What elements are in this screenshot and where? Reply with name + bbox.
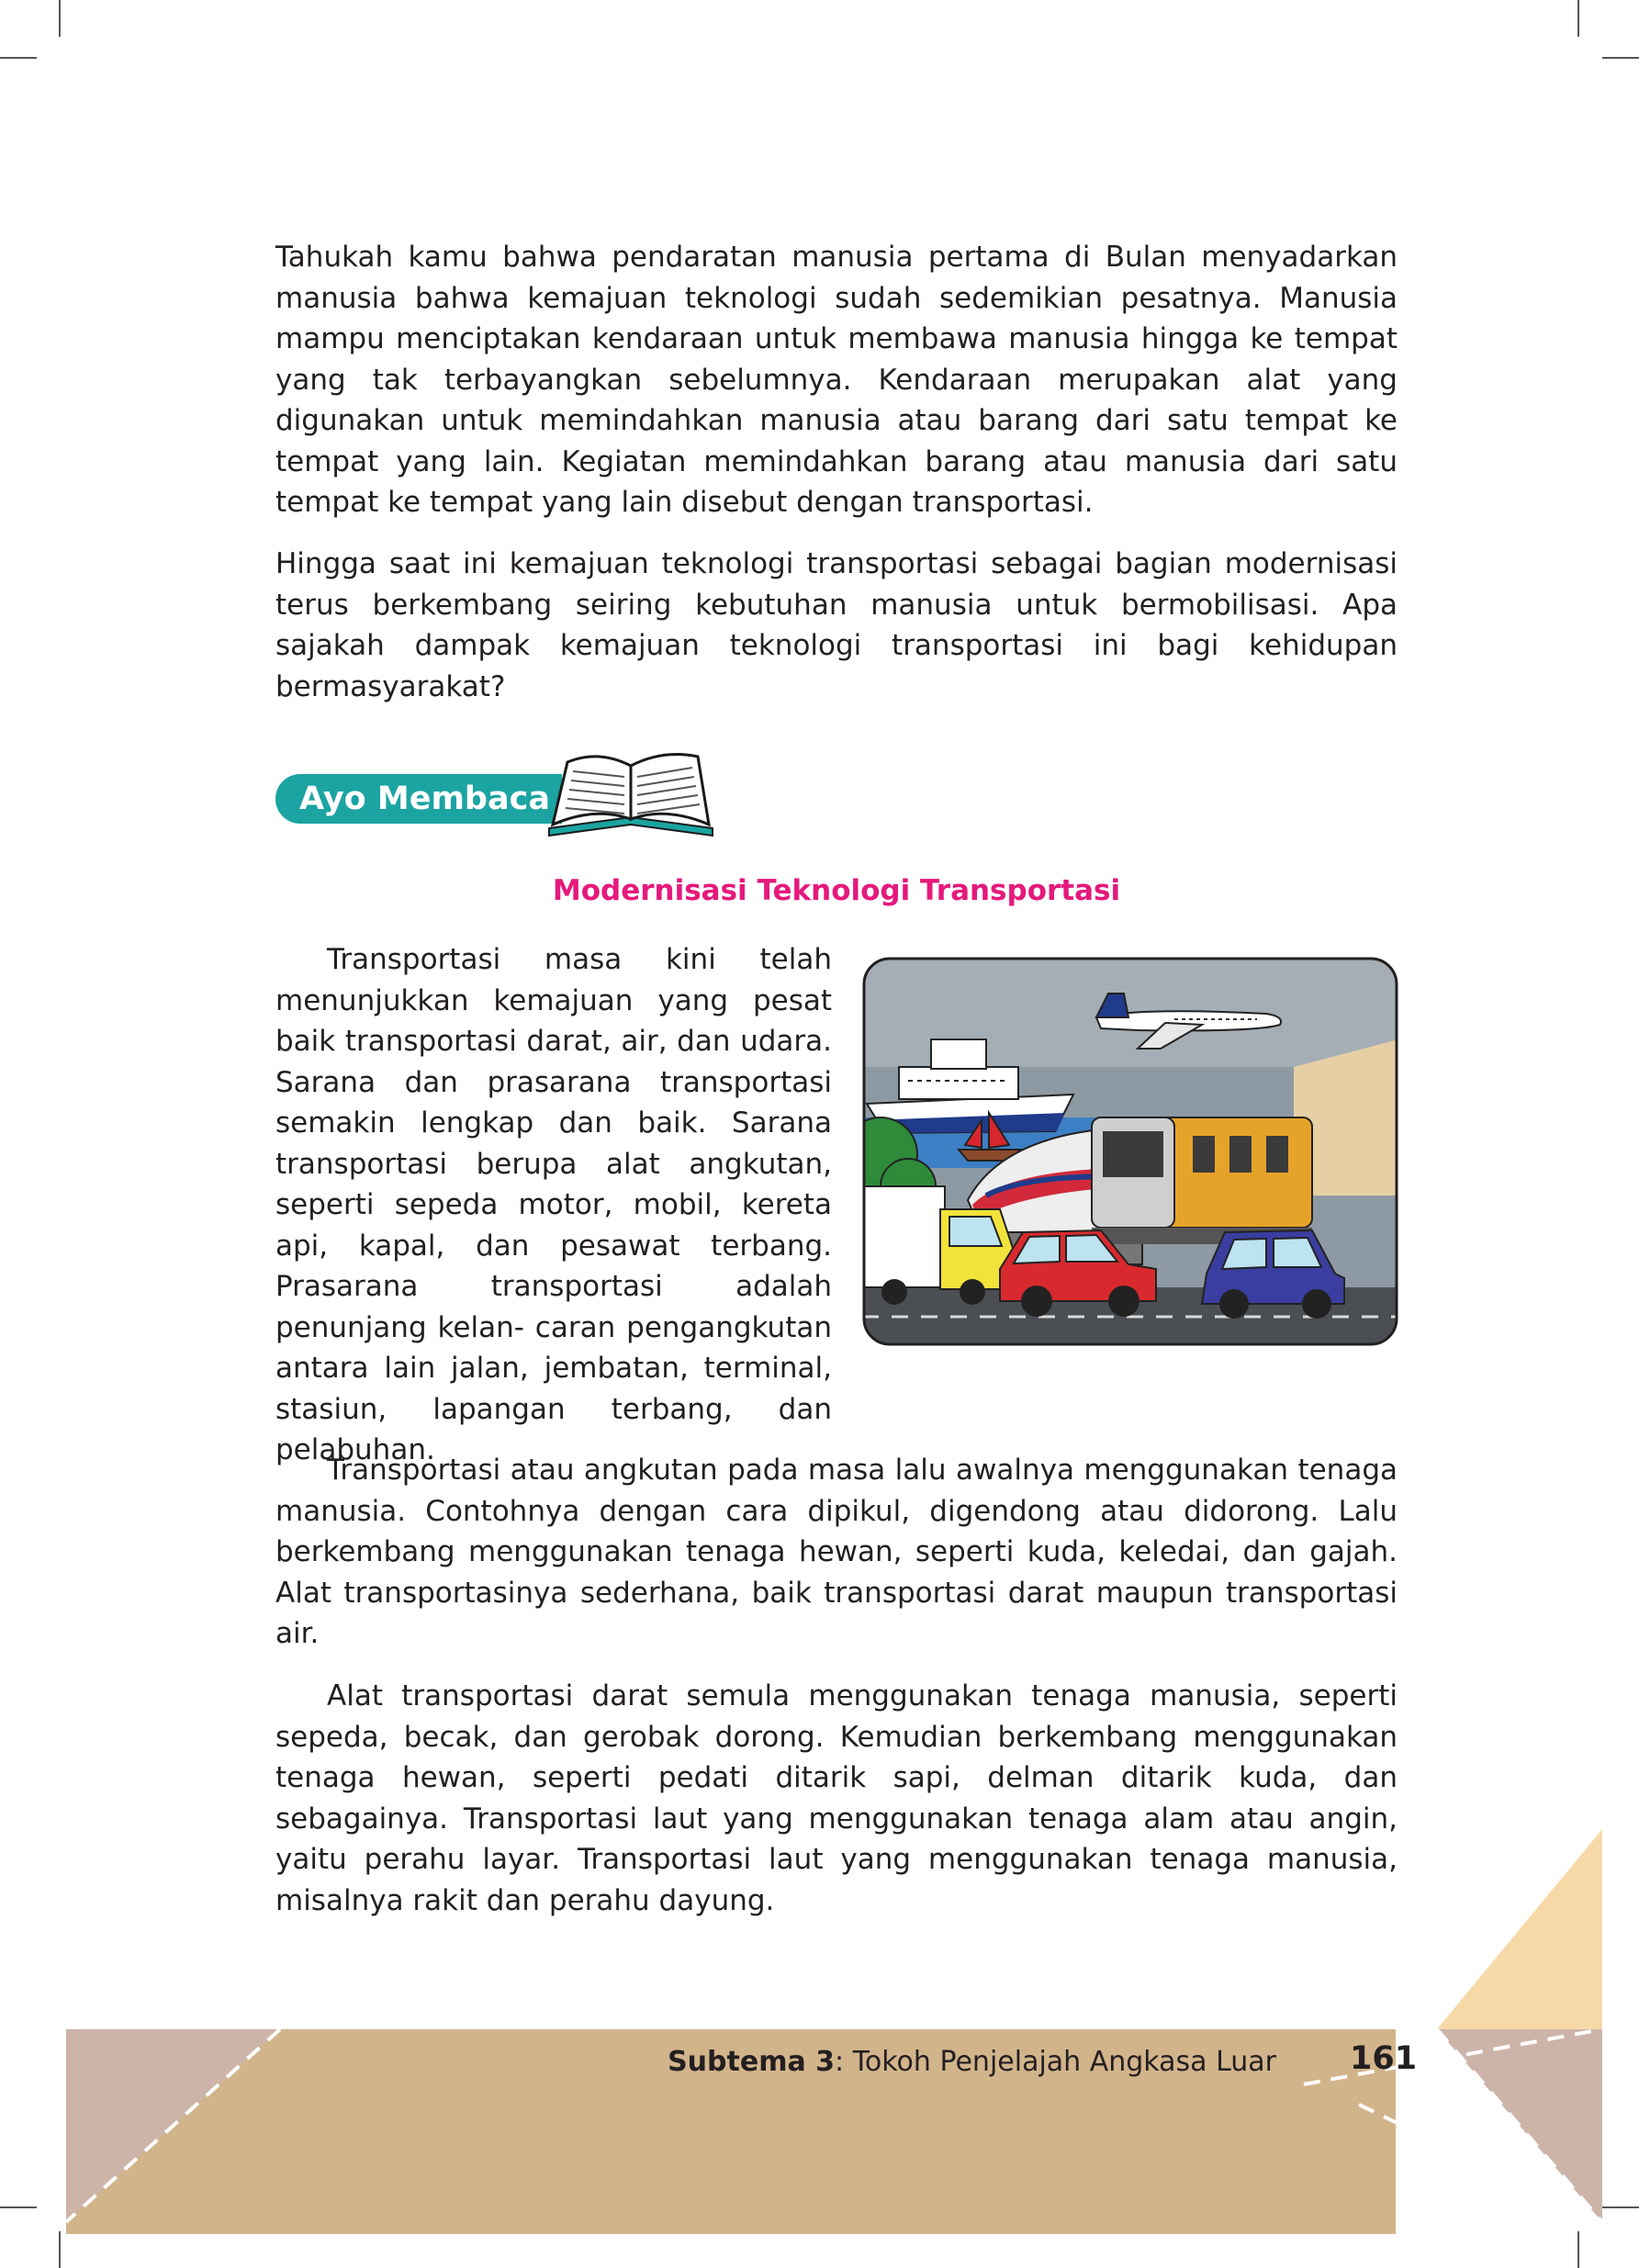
reading-paragraph-2: Transportasi atau angkutan pada masa lalu awalnya menggunakan tenaga manusia. Contohnya dengan cara dipikul, digendong atau didorong. Lalu berkembang menggunakan tenaga hewan, seperti kuda, keledai, dan gajah. Alat transportasinya sederhana, baik transportasi darat maupun transportasi air. xyxy=(275,1454,1398,1650)
intro-paragraph-1: Tahukah kamu bahwa pendaratan manusia pertama di Bulan menyadarkan manusia bahwa kemajuan teknologi sudah sedemikian pesatnya. Manusia mampu menciptakan kendaraan untuk membawa manusia hingga ke tempat yang tak terbayangkan sebelumnya. Kendaraan merupakan alat yang digunakan untuk memindahkan manusia atau barang dari satu tempat ke tempat yang lain. Kegiatan memindahkan barang atau manusia dari satu tempat ke tempat yang lain disebut dengan transportasi. xyxy=(275,241,1398,519)
page-number: 161 xyxy=(1350,2040,1418,2077)
intro-paragraph-2: Hingga saat ini kemajuan teknologi transportasi sebagai bagian modernisasi terus berkembang seiring kebutuhan manusia untuk bermobilisasi. Apa sajakah dampak kemajuan teknologi transportasi ini bagi kehidupan bermasyarakat? xyxy=(275,547,1398,703)
footer-subtema-label: Subtema 3 xyxy=(668,2046,836,2078)
reading-paragraph-3: Alat transportasi darat semula menggunakan tenaga manusia, seperti sepeda, becak, dan gerobak dorong. Kemudian berkembang menggunakan tenaga hewan, seperti pedati ditarik sapi, delman ditarik kuda, dan sebagainya. Transportasi laut yang menggunakan tenaga alam atau angin, yaitu perahu layar. Transportasi laut yang menggunakan tenaga manusia, misalnya rakit dan perahu dayung. xyxy=(275,1679,1398,1917)
ayo-membaca-badge: Ayo Membaca xyxy=(275,774,562,824)
section-title: Modernisasi Teknologi Transportasi xyxy=(552,874,1121,907)
footer-subtema xyxy=(668,2046,1276,2078)
reading-paragraph-1: Transportasi masa kini telah menunjukkan kemajuan yang pesat baik transportasi darat, air, dan udara. Sarana dan prasarana transportasi semakin lengkap dan baik. Sarana transportasi berupa alat angkutan, seperti sepeda motor, mobil, kereta api, kapal, dan pesawat terbang. Prasarana transportasi adalah penunjang kelan- caran pengangkutan antara lain jalan, jembatan, terminal, stasiun, lapangan terbang, dan pelabuhan. xyxy=(275,943,832,1466)
footer-subtema-title: : Tokoh Penjelajah Angkasa Luar xyxy=(835,2046,1276,2078)
